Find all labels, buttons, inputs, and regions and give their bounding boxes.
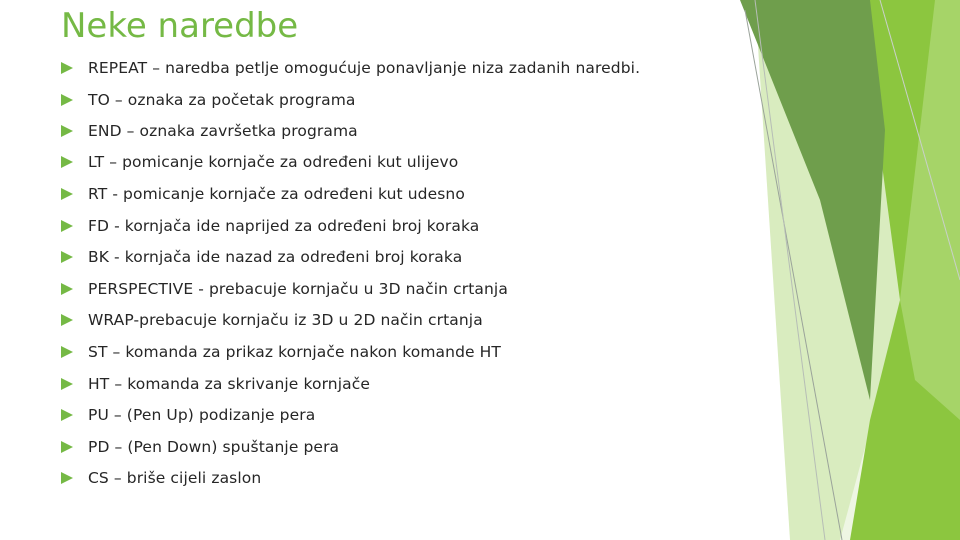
diamond-bullet-icon — [61, 378, 73, 390]
bullet-text: TO – oznaka za početak programa — [88, 91, 356, 109]
diamond-bullet-icon — [61, 251, 73, 263]
bullet-item-repeat — [61, 56, 640, 80]
diamond-bullet-icon — [61, 409, 73, 421]
diamond-bullet-icon — [61, 283, 73, 295]
bullet-item-pu — [61, 403, 315, 427]
bullet-item-fd — [61, 214, 479, 238]
bullet-text: LT – pomicanje kornjače za određeni kut ulijevo — [88, 153, 459, 171]
diamond-bullet-icon — [61, 94, 73, 106]
diamond-bullet-icon — [61, 472, 73, 484]
bullet-item-rt — [61, 182, 465, 206]
diamond-bullet-icon — [61, 125, 73, 137]
bullet-item-to — [61, 88, 356, 112]
bullet-text: RT - pomicanje kornjače za određeni kut udesno — [88, 185, 465, 203]
diamond-bullet-icon — [61, 314, 73, 326]
diamond-bullet-icon — [61, 188, 73, 200]
diamond-bullet-icon — [61, 346, 73, 358]
bullet-item-lt — [61, 150, 458, 174]
bullet-text: FD - kornjača ide naprijed za određeni broj koraka — [88, 217, 480, 235]
bullet-text: END – oznaka završetka programa — [88, 122, 358, 140]
bullet-text: REPEAT – naredba petlje omogućuje ponavljanje niza zadanih naredbi. — [88, 59, 641, 77]
bullet-item-cs — [61, 466, 261, 490]
bullet-item-st — [61, 340, 501, 364]
bullet-item-perspective — [61, 277, 508, 301]
bullet-item-pd — [61, 435, 339, 459]
bullet-text: PD – (Pen Down) spuštanje pera — [88, 438, 340, 456]
slide-title: Neke naredbe — [61, 6, 299, 46]
diamond-bullet-icon — [61, 156, 73, 168]
diamond-bullet-icon — [61, 220, 73, 232]
bullet-text: HT – komanda za skrivanje kornjače — [88, 375, 370, 393]
bullet-text: PU – (Pen Up) podizanje pera — [88, 406, 316, 424]
bullet-item-wrap — [61, 308, 483, 332]
diamond-bullet-icon — [61, 62, 73, 74]
bullet-item-ht — [61, 372, 370, 396]
bullet-text: BK - kornjača ide nazad za određeni broj koraka — [88, 248, 463, 266]
bullet-item-end — [61, 119, 358, 143]
diamond-bullet-icon — [61, 441, 73, 453]
bullet-text: WRAP-prebacuje kornjaču iz 3D u 2D način crtanja — [88, 311, 483, 329]
bullet-text: CS – briše cijeli zaslon — [88, 469, 262, 487]
bullet-item-bk — [61, 245, 462, 269]
bullet-text: PERSPECTIVE - prebacuje kornjaču u 3D način crtanja — [88, 280, 508, 298]
bullet-text: ST – komanda za prikaz kornjače nakon komande HT — [88, 343, 501, 361]
